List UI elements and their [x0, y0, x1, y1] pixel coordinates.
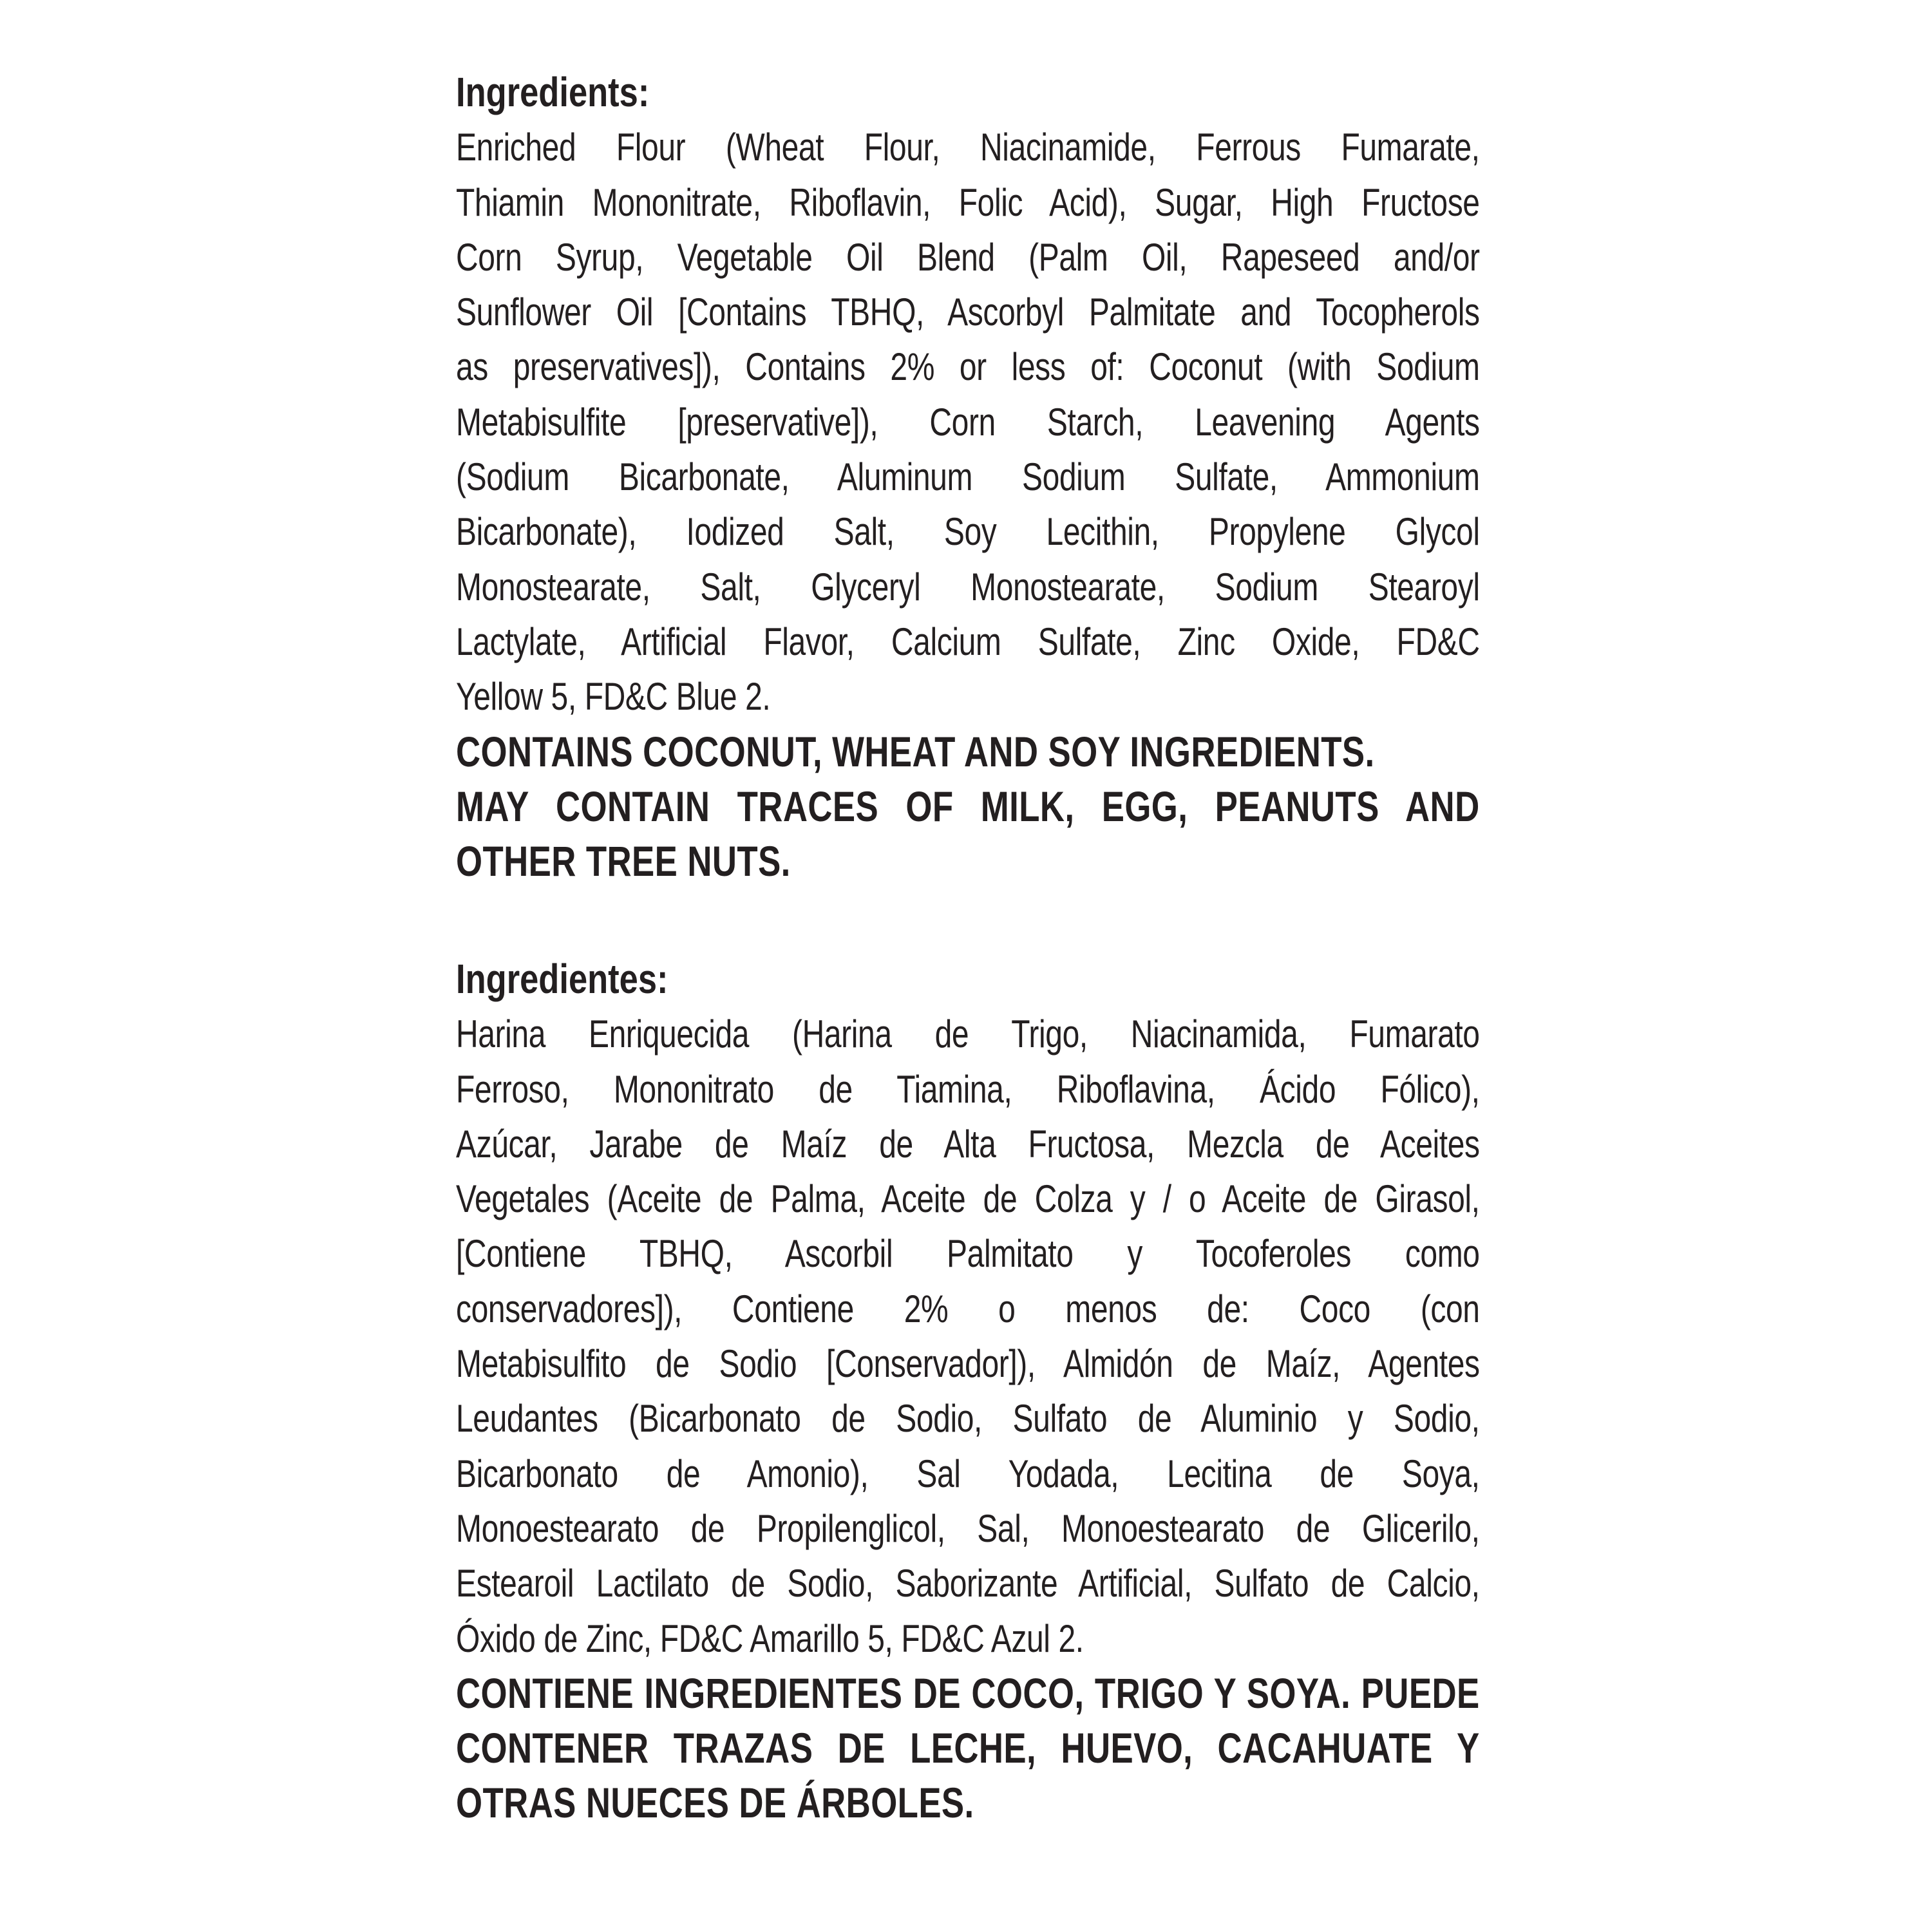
allergen-line: MAY CONTAIN TRACES OF MILK, EGG, PEANUTS AND — [456, 782, 1480, 830]
ingredient-line: Bicarbonato de Amonio), Sal Yodada, Lecitina de Soya, — [456, 1452, 1480, 1495]
ingredient-line: Vegetales (Aceite de Palma, Aceite de Colza y / o Aceite de Girasol, — [456, 1177, 1480, 1221]
ingredient-line: Harina Enriquecida (Harina de Trigo, Niacinamida, Fumarato — [456, 1012, 1480, 1056]
english-ingredients-section — [456, 65, 1480, 889]
ingredient-line: Ferroso, Mononitrato de Tiamina, Riboflavina, Ácido Fólico), — [456, 1067, 1480, 1111]
spanish-ingredients-section — [456, 952, 1480, 1831]
ingredient-line: Monostearate, Salt, Glyceryl Monostearate, Sodium Stearoyl — [456, 565, 1480, 609]
ingredient-line: Azúcar, Jarabe de Maíz de Alta Fructosa, Mezcla de Aceites — [456, 1122, 1480, 1166]
ingredient-line: conservadores]), Contiene 2% o menos de: Coco (con — [456, 1287, 1480, 1331]
ingredient-line: [Contiene TBHQ, Ascorbil Palmitato y Tocoferoles como — [456, 1232, 1480, 1276]
spanish-ingredients-list — [456, 1007, 1480, 1666]
ingredient-line: Enriched Flour (Wheat Flour, Niacinamide, Ferrous Fumarate, — [456, 126, 1480, 169]
ingredient-line: Lactylate, Artificial Flavor, Calcium Sulfate, Zinc Oxide, FD&C — [456, 620, 1480, 663]
spanish-ingredients-heading: Ingredientes: — [456, 956, 668, 1002]
ingredient-line: Leudantes (Bicarbonato de Sodio, Sulfato de Aluminio y Sodio, — [456, 1397, 1480, 1441]
ingredient-line: Sunflower Oil [Contains TBHQ, Ascorbyl Palmitate and Tocopherols — [456, 290, 1480, 334]
english-ingredients-list — [456, 120, 1480, 724]
ingredient-line: Óxido de Zinc, FD&C Amarillo 5, FD&C Azul 2. — [456, 1616, 1084, 1660]
ingredient-line: as preservatives]), Contains 2% or less of: Coconut (with Sodium — [456, 345, 1480, 389]
ingredient-line: Bicarbonate), Iodized Salt, Soy Lecithin, Propylene Glycol — [456, 510, 1480, 554]
ingredient-line: Metabisulfito de Sodio [Conservador]), Almidón de Maíz, Agentes — [456, 1342, 1480, 1386]
spanish-allergen-statement — [456, 1666, 1480, 1831]
ingredient-line: Thiamin Mononitrate, Riboflavin, Folic Acid), Sugar, High Fructose — [456, 180, 1480, 224]
allergen-line: CONTENER TRAZAS DE LECHE, HUEVO, CACAHUATE Y — [456, 1724, 1480, 1772]
allergen-line: CONTIENE INGREDIENTES DE COCO, TRIGO Y SOYA. PUEDE — [456, 1669, 1480, 1717]
ingredient-line: Corn Syrup, Vegetable Oil Blend (Palm Oil, Rapeseed and/or — [456, 235, 1480, 279]
english-allergen-statement — [456, 724, 1480, 889]
allergen-line: OTHER TREE NUTS. — [456, 837, 791, 886]
ingredient-line: Estearoil Lactilato de Sodio, Saborizante Artificial, Sulfato de Calcio, — [456, 1562, 1480, 1605]
ingredient-line: (Sodium Bicarbonate, Aluminum Sodium Sulfate, Ammonium — [456, 455, 1480, 499]
ingredient-line: Yellow 5, FD&C Blue 2. — [456, 675, 771, 719]
ingredient-line: Metabisulfite [preservative]), Corn Starch, Leavening Agents — [456, 400, 1480, 444]
allergen-line: CONTAINS COCONUT, WHEAT AND SOY INGREDIENTS. — [456, 727, 1375, 775]
allergen-line: OTRAS NUECES DE ÁRBOLES. — [456, 1779, 974, 1827]
ingredient-line: Monoestearato de Propilenglicol, Sal, Monoestearato de Glicerilo, — [456, 1506, 1480, 1550]
english-ingredients-heading: Ingredients: — [456, 69, 650, 115]
